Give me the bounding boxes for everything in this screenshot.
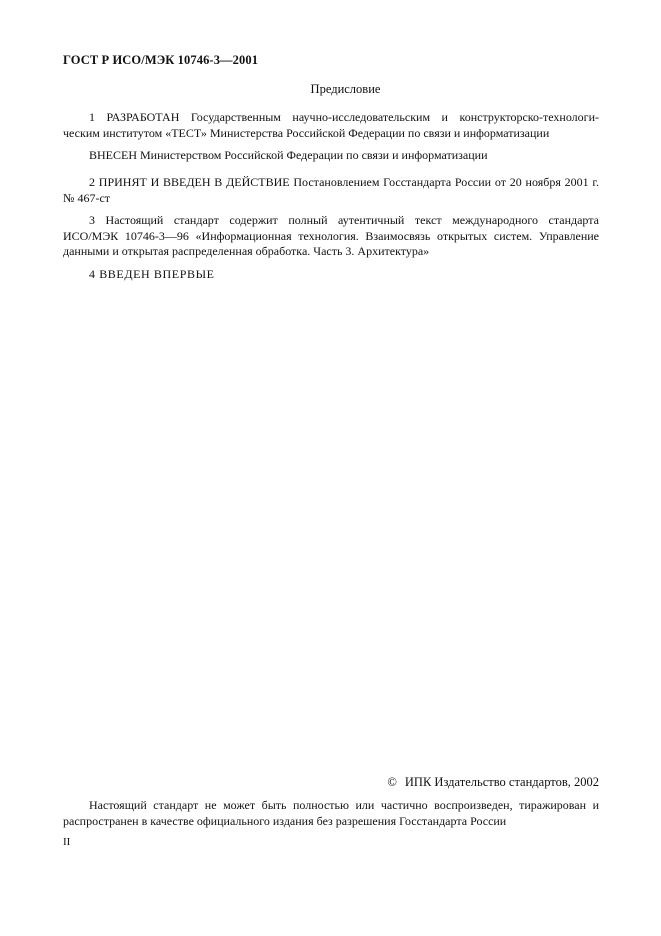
copyright-symbol: ©	[387, 775, 397, 789]
paragraph-content	[63, 213, 599, 260]
standard-code-header: ГОСТ Р ИСО/МЭК 10746-3—2001	[63, 53, 259, 67]
copyright-line	[387, 775, 599, 790]
paragraph-introduced: ВНЕСЕН Министерством Российской Федерации по связи и информатизации	[89, 148, 488, 162]
page-title: Предисловие	[310, 82, 381, 96]
paragraph-developed-line-1: 1 РАЗРАБОТАН Государственным научно-исследовательским и конструкторско-технологи-	[89, 110, 599, 124]
paragraph-adopted-line-1: 2 ПРИНЯТ И ВВЕДЕН В ДЕЙСТВИЕ Постановлением Госстандарта России от 20 ноября 2001 г.	[89, 175, 599, 189]
paragraph-adopted-line-2: № 467-ст	[63, 190, 111, 205]
paragraph-content-line-1: 3 Настоящий стандарт содержит полный аутентичный текст международного стандарта	[89, 213, 599, 227]
paragraph-content-line-3: данными и открытая распределенная обработка. Часть 3. Архитектура»	[63, 244, 430, 258]
paragraph-content-line-2: ИСО/МЭК 10746-3—96 «Информационная технология. Взаимосвязь открытых систем. Управление	[63, 228, 599, 243]
reproduction-notice-line-1: Настоящий стандарт не может быть полностью или частично воспроизведен, тиражирован и	[89, 798, 599, 812]
page-number: II	[63, 836, 71, 848]
paragraph-developed	[63, 110, 599, 141]
reproduction-notice	[63, 798, 599, 829]
copyright-text: ИПК Издательство стандартов, 2002	[404, 775, 599, 789]
reproduction-notice-line-2: распространен в качестве официального издания без разрешения Госстандарта России	[63, 813, 507, 828]
paragraph-developed-line-2: ческим институтом «ТЕСТ» Министерства Российской Федерации по связи и информатизации	[63, 125, 550, 140]
paragraph-first-introduced: 4 ВВЕДЕН ВПЕРВЫЕ	[89, 267, 215, 281]
paragraph-adopted	[63, 175, 599, 206]
